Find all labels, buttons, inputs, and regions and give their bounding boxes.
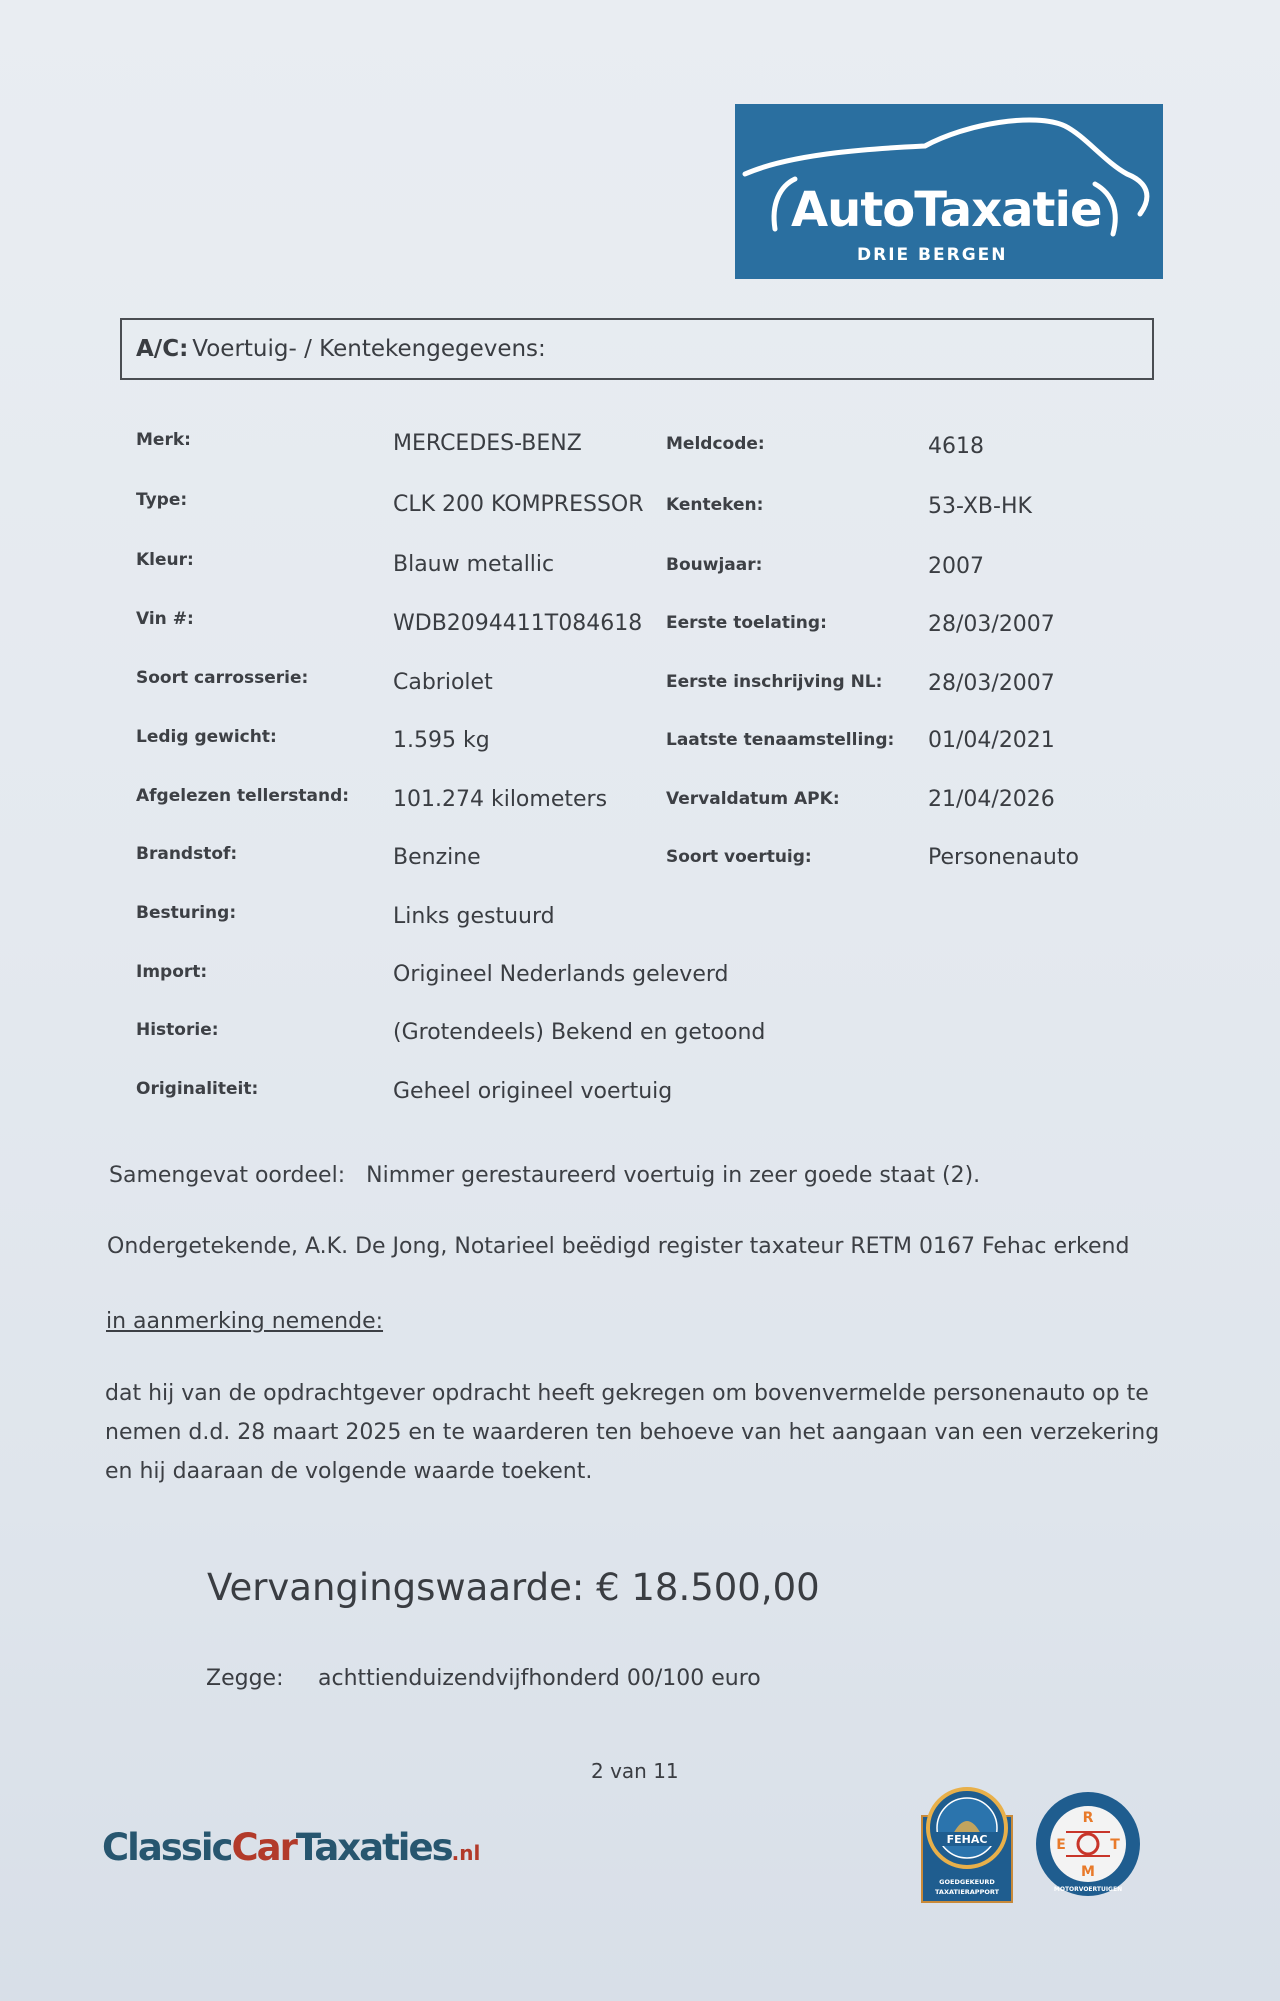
footer-logo-part-2: Car	[231, 1826, 296, 1869]
field-value: 1.595 kg	[393, 728, 490, 753]
autotaxatie-logo	[735, 104, 1163, 279]
data-row	[0, 550, 1280, 590]
field-label-2: Meldcode:	[666, 434, 765, 454]
consideration-paragraph: dat hij van de opdrachtgever opdracht heeft gekregen om bovenvermelde personenauto op te nemen d.d. 28 maart 2025 en te waarderen ten behoeve van het aangaan van een verzekering en hij daaraan de volgende waarde toekent.	[105, 1381, 1160, 1484]
retm-letter: T	[1110, 1837, 1120, 1853]
fehac-seal-icon	[918, 1786, 1016, 1906]
field-value: Geheel origineel voertuig	[393, 1079, 673, 1104]
footer-logo-tld: .nl	[451, 1841, 481, 1865]
field-label: Afgelezen tellerstand:	[136, 786, 350, 806]
footer-logo-part-1: Classic	[102, 1826, 232, 1869]
field-label-2: Kenteken:	[666, 495, 764, 515]
replacement-value	[207, 1566, 820, 1609]
section-title: Voertuig- / Kentekengegevens:	[192, 336, 546, 362]
zegge-text: achttienduizendvijfhonderd 00/100 euro	[318, 1666, 761, 1691]
field-value: Blauw metallic	[393, 552, 555, 577]
field-value-2: 01/04/2021	[928, 728, 1055, 753]
field-value-2: Personenauto	[928, 845, 1079, 870]
fehac-seal-name: FEHAC	[946, 1833, 988, 1846]
field-label: Brandstof:	[136, 844, 238, 864]
field-label-2: Soort voertuig:	[666, 847, 812, 867]
page-number: 2 van 11	[591, 1759, 679, 1783]
field-label: Kleur:	[136, 550, 194, 570]
fehac-seal-line1: GOEDGEKEURD	[939, 1878, 995, 1886]
data-row	[0, 844, 1280, 884]
retm-letter: R	[1082, 1810, 1094, 1826]
retm-seal-icon	[1034, 1790, 1142, 1898]
field-label: Type:	[136, 490, 188, 510]
field-value: Cabriolet	[393, 670, 493, 695]
field-label: Merk:	[136, 430, 191, 450]
field-value: Benzine	[393, 845, 481, 870]
field-value-2: 2007	[928, 554, 984, 579]
summary-text: Nimmer gerestaureerd voertuig in zeer goede staat (2).	[366, 1163, 981, 1188]
summary-line	[109, 1163, 980, 1188]
field-value-2: 28/03/2007	[928, 612, 1055, 637]
field-label-2: Vervaldatum APK:	[666, 789, 840, 809]
field-label-2: Laatste tenaamstelling:	[666, 730, 895, 750]
field-value: Links gestuurd	[393, 904, 555, 929]
data-row	[0, 962, 1280, 1002]
data-row	[0, 609, 1280, 649]
footer-logo-part-3: Taxaties	[295, 1826, 452, 1869]
retm-letter: M	[1081, 1864, 1095, 1880]
field-label: Soort carrosserie:	[136, 668, 309, 688]
field-value: WDB2094411T084618	[393, 611, 643, 636]
field-value: CLK 200 KOMPRESSOR	[393, 492, 644, 517]
field-value: (Grotendeels) Bekend en getoond	[393, 1020, 766, 1045]
data-row	[0, 490, 1280, 530]
data-row	[0, 1020, 1280, 1060]
data-row	[0, 786, 1280, 826]
classiccartaxaties-logo	[102, 1826, 480, 1869]
data-row	[0, 430, 1280, 470]
signatory-line: Ondergetekende, A.K. De Jong, Notarieel beëdigd register taxateur RETM 0167 Fehac erkend	[107, 1234, 1130, 1259]
field-label: Historie:	[136, 1020, 219, 1040]
field-label-2: Eerste inschrijving NL:	[666, 672, 883, 692]
field-value-2: 4618	[928, 434, 984, 459]
section-header	[120, 318, 1154, 380]
field-label: Ledig gewicht:	[136, 727, 277, 747]
value-amount: € 18.500,00	[596, 1566, 820, 1609]
data-row	[0, 727, 1280, 767]
field-label: Vin #:	[136, 609, 194, 629]
retm-letter: E	[1056, 1837, 1066, 1853]
field-value: MERCEDES-BENZ	[393, 431, 582, 456]
retm-ring-text: MOTORVOERTUIGEN	[1053, 1886, 1123, 1893]
field-value: 101.274 kilometers	[393, 787, 608, 812]
summary-label: Samengevat oordeel:	[109, 1163, 346, 1188]
consideration-heading: in aanmerking nemende:	[106, 1309, 384, 1334]
field-value: Origineel Nederlands geleverd	[393, 962, 729, 987]
zegge-label: Zegge:	[206, 1666, 284, 1691]
data-row	[0, 1079, 1280, 1119]
logo-brand-text: AutoTaxatie	[791, 182, 1102, 238]
section-prefix: A/C:	[136, 336, 189, 362]
field-label: Besturing:	[136, 903, 237, 923]
logo-subtitle: DRIE BERGEN	[857, 245, 1008, 265]
data-row	[0, 668, 1280, 708]
data-row	[0, 903, 1280, 943]
field-value-2: 53-XB-HK	[928, 494, 1032, 519]
field-value-2: 21/04/2026	[928, 787, 1055, 812]
field-value-2: 28/03/2007	[928, 671, 1055, 696]
field-label: Originaliteit:	[136, 1079, 259, 1099]
field-label: Import:	[136, 962, 208, 982]
value-label: Vervangingswaarde:	[207, 1566, 585, 1609]
field-label-2: Eerste toelating:	[666, 613, 827, 633]
fehac-seal-line2: TAXATIERAPPORT	[934, 1888, 1000, 1896]
field-label-2: Bouwjaar:	[666, 555, 763, 575]
